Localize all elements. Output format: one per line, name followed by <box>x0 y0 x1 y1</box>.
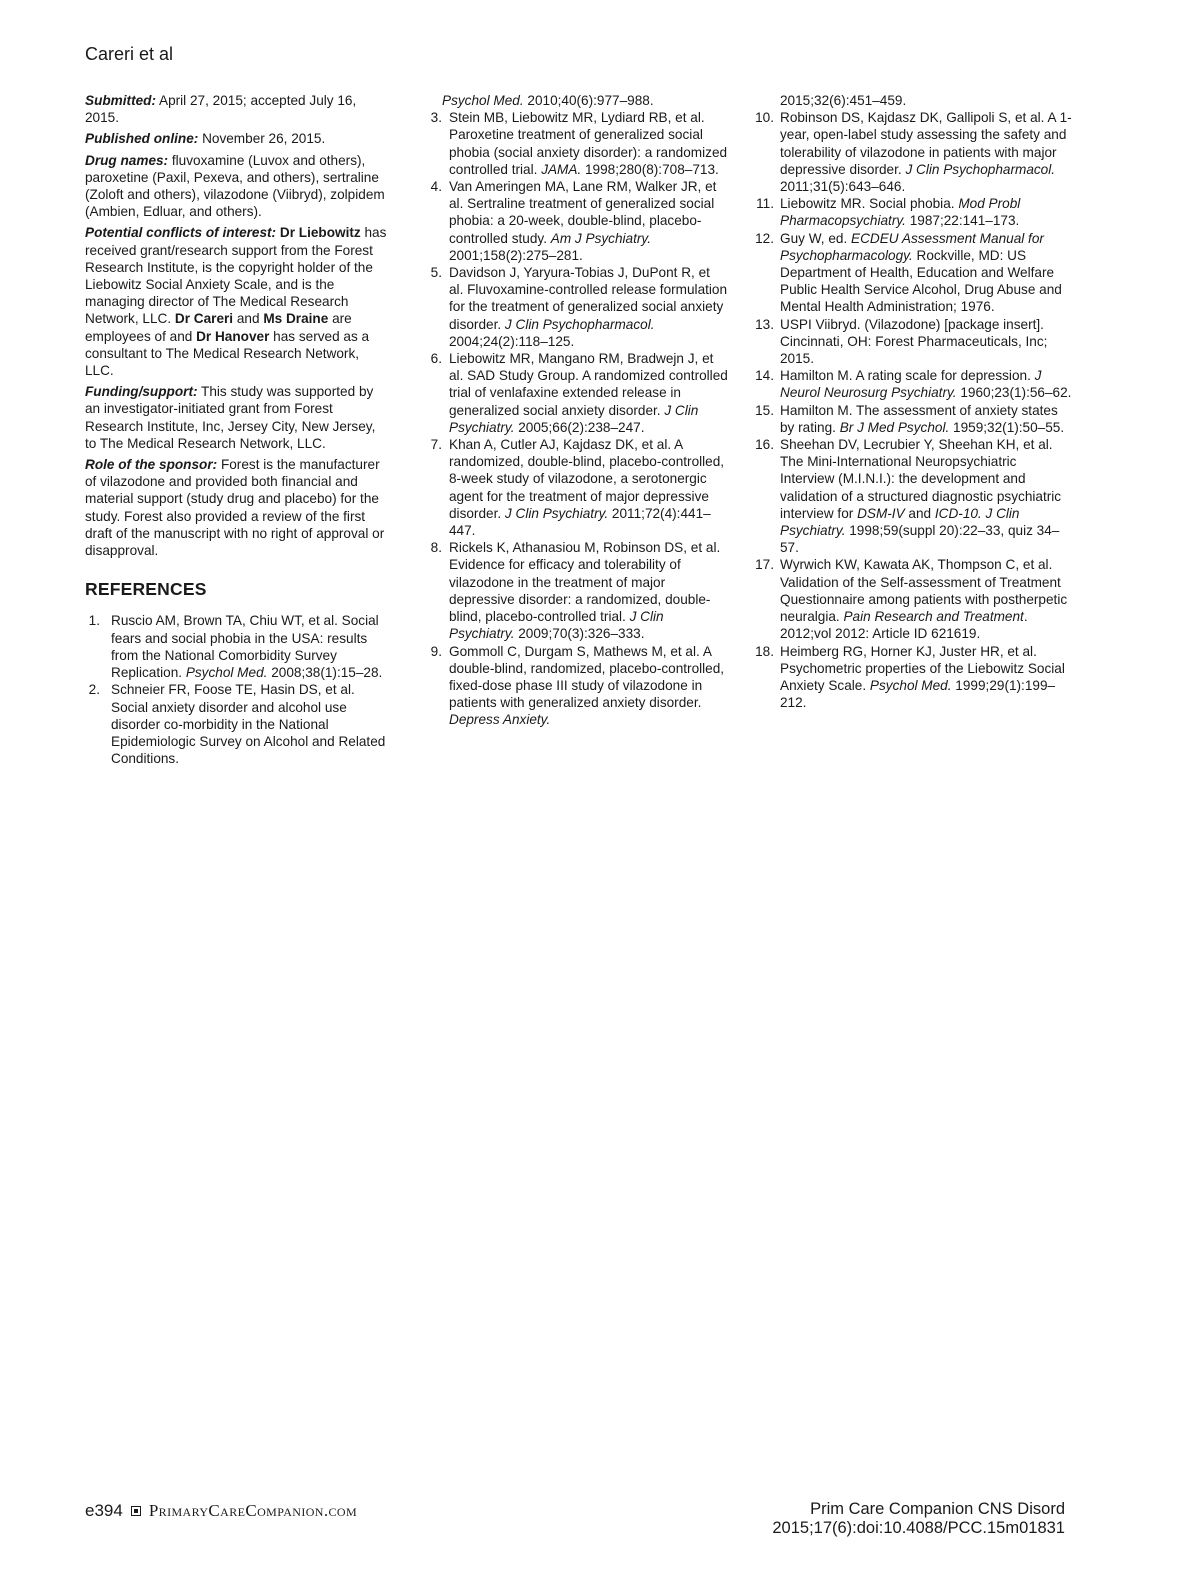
conflicts-note: Potential conflicts of interest: Dr Liebowitz has received grant/research support from the Forest Research Institute, is the copyright holder of the Liebowitz Social Anxiety Scale, and is the managing director of The Medical Research Network, LLC. Dr Careri and Ms Draine are employees of and Dr Hanover has served as a consultant to The Medical Research Network, LLC. <box>85 225 387 379</box>
reference-item: 11. Liebowitz MR. Social phobia. Mod Probl Pharmacopsychiatry. 1987;22:141–173. <box>756 196 1021 229</box>
running-head: Careri et al <box>85 44 174 64</box>
reference-continuation: 2015;32(6):451–459. <box>780 93 907 108</box>
journal-citation-line: Prim Care Companion CNS Disord <box>810 1500 1065 1518</box>
page-footer-citation <box>772 1500 1065 1538</box>
reference-item: 6. Liebowitz MR, Mangano RM, Bradwejn J, et al. SAD Study Group. A randomized controlled trial of venlafaxine extended release in generalized social anxiety disorder. J Clin Psychiatry. 2005;66(2):238–247. <box>430 351 728 435</box>
column-2 <box>423 92 728 729</box>
reference-item: 3. Stein MB, Liebowitz MR, Lydiard RB, et al. Paroxetine treatment of generalized social phobia (social anxiety disorder): a randomized controlled trial. JAMA. 1998;280(8):708–713. <box>430 110 728 177</box>
square-bullet-icon <box>131 1506 141 1516</box>
reference-item: 4. Van Ameringen MA, Lane RM, Walker JR, et al. Sertraline treatment of generalized social phobia: a 20-week, double-blind, placebo-controlled study. Am J Psychiatry. 2001;158(2):275–281. <box>430 179 717 263</box>
reference-item: 1. Ruscio AM, Brown TA, Chiu WT, et al. Social fears and social phobia in the USA: results from the National Comorbidity Survey Replication. Psychol Med. 2008;38(1):15–28. <box>88 613 383 681</box>
page-footer-left <box>85 1501 357 1521</box>
reference-list <box>423 92 728 729</box>
column-3 <box>755 92 1072 711</box>
page-number: e394 <box>85 1501 123 1520</box>
doi-citation-line: 2015;17(6):doi:10.4088/PCC.15m01831 <box>772 1519 1065 1537</box>
reference-item: 16. Sheehan DV, Lecrubier Y, Sheehan KH, et al. The Mini-International Neuropsychiatric Interview (M.I.N.I.): the development and validation of a structured diagnostic psychiatric interview for DSM-IV and ICD-10. J Clin Psychiatry. 1998;59(suppl 20):22–33, quiz 34–57. <box>755 437 1062 556</box>
reference-item: 10. Robinson DS, Kajdasz DK, Gallipoli S, et al. A 1-year, open-label study assessing the safety and tolerability of vilazodone in patients with major depressive disorder. J Clin Psychopharmacol. 2011;31(5):643–646. <box>755 110 1072 195</box>
reference-item: 9. Gommoll C, Durgam S, Mathews M, et al. A double-blind, randomized, placebo-controlled, fixed-dose phase III study of vilazodone in patients with generalized anxiety disorder. Depress Anxiety. <box>430 643 725 728</box>
reference-item: 18. Heimberg RG, Horner KJ, Juster HR, et al. Psychometric properties of the Liebowitz Social Anxiety Scale. Psychol Med. 1999;29(1):199–212. <box>755 643 1065 711</box>
published-note: Published online: November 26, 2015. <box>85 131 326 147</box>
reference-item: 13. USPI Viibryd. (Vilazodone) [package insert]. Cincinnati, OH: Forest Pharmaceuticals, Inc; 2015. <box>755 316 1048 367</box>
reference-item: 14. Hamilton M. A rating scale for depression. J Neurol Neurosurg Psychiatry. 1960;23(1):56–62. <box>755 368 1072 401</box>
references-heading: REFERENCES <box>85 579 207 600</box>
reference-item: 12. Guy W, ed. ECDEU Assessment Manual for Psychopharmacology. Rockville, MD: US Department of Health, Education and Welfare Public Health Service Alcohol, Drug Abuse and Mental Health Administration; 1976. <box>755 230 1062 315</box>
reference-item: 2. Schneier FR, Foose TE, Hasin DS, et al. Social anxiety disorder and alcohol use disorder co-morbidity in the National Epidemiologic Survey on Alcohol and Related Conditions. <box>88 682 386 767</box>
reference-item: 15. Hamilton M. The assessment of anxiety states by rating. Br J Med Psychol. 1959;32(1):50–55. <box>755 402 1065 435</box>
sponsor-note: Role of the sponsor: Forest is the manufacturer of vilazodone and provided both financial and material support (study drug and placebo) for the study. Forest also provided a review of the first draft of the manuscript with no right of approval or disapproval. <box>85 457 385 559</box>
reference-list <box>85 612 390 767</box>
article-metadata <box>85 92 390 559</box>
reference-item: 8. Rickels K, Athanasiou M, Robinson DS, et al. Evidence for efficacy and tolerability of vilazodone in the treatment of major depressive disorder: a randomized, double-blind, placebo-controlled trial. J Clin Psychiatry. 2009;70(3):326–333. <box>430 540 721 642</box>
reference-item: 17. Wyrwich KW, Kawata AK, Thompson C, et al. Validation of the Self-assessment of Treatment Questionnaire among patients with postherpetic neuralgia. Pain Research and Treatment. 2012;vol 2012: Article ID 621619. <box>755 557 1068 642</box>
reference-item: 5. Davidson J, Yaryura-Tobias J, DuPont R, et al. Fluvoxamine-controlled release formulation for the treatment of generalized social anxiety disorder. J Clin Psychopharmacol. 2004;24(2):118–125. <box>430 265 728 349</box>
journal-website-link[interactable]: PrimaryCareCompanion.com <box>148 1501 358 1520</box>
reference-continuation: Psychol Med. 2010;40(6):977–988. <box>442 93 654 108</box>
drug-names-note: Drug names: fluvoxamine (Luvox and others), paroxetine (Paxil, Pexeva, and others), sertraline (Zoloft and others), vilazodone (Viibryd), zolpidem (Ambien, Edluar, and others). <box>85 152 385 220</box>
reference-item: 7. Khan A, Cutler AJ, Kajdasz DK, et al. A randomized, double-blind, placebo-controlled, 8-week study of vilazodone, a serotonergic agent for the treatment of major depressive disorder. J Clin Psychiatry. 2011;72(4):441–447. <box>430 437 725 539</box>
submitted-note: Submitted: April 27, 2015; accepted July 16, 2015. <box>85 93 357 126</box>
reference-list <box>755 92 1072 711</box>
column-1 <box>85 92 390 767</box>
funding-note: Funding/support: This study was supported by an investigator-initiated grant from Forest Research Institute, Inc, Jersey City, New Jersey, to The Medical Research Network, LLC. <box>85 384 376 451</box>
